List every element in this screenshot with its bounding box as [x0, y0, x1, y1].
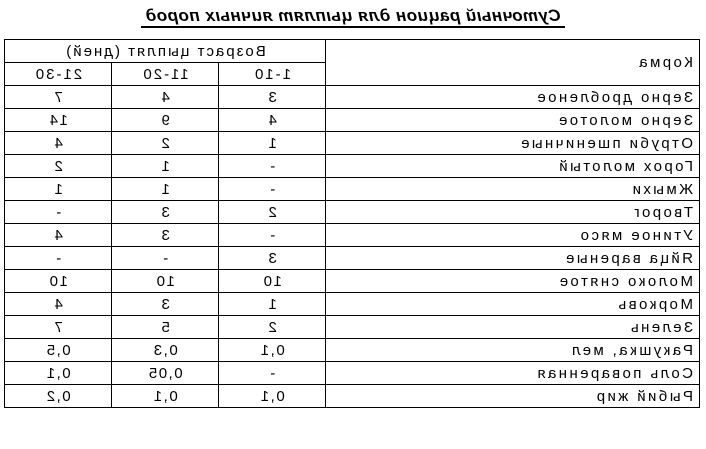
amount-cell-21-30: 4 — [4, 224, 111, 247]
table-row — [4, 178, 699, 201]
feed-column-header: Корма — [326, 40, 700, 86]
age-group-11-20: 11-20 — [112, 63, 219, 86]
table-row — [4, 109, 699, 132]
feed-name-cell: Морковь — [326, 293, 700, 316]
amount-cell-21-30: 4 — [4, 293, 111, 316]
amount-cell-11-20: 0,1 — [112, 385, 219, 408]
amount-cell-11-20: 1 — [112, 155, 219, 178]
amount-cell-21-30: 10 — [4, 270, 111, 293]
table-row — [4, 155, 699, 178]
amount-cell-21-30: 0,5 — [4, 339, 111, 362]
feed-name-cell: Творог — [326, 201, 700, 224]
feed-name-cell: Зерно дробленое — [326, 86, 700, 109]
amount-cell-1-10: 3 — [219, 86, 326, 109]
amount-cell-21-30: 7 — [4, 316, 111, 339]
amount-cell-11-20: 0,05 — [112, 362, 219, 385]
amount-cell-11-20: 10 — [112, 270, 219, 293]
amount-cell-1-10: - — [219, 155, 326, 178]
amount-cell-1-10: 1 — [219, 293, 326, 316]
amount-cell-1-10: 3 — [219, 247, 326, 270]
amount-cell-1-10: 1 — [219, 132, 326, 155]
table-row — [4, 339, 699, 362]
amount-cell-11-20: 2 — [112, 132, 219, 155]
feed-name-cell: Рыбий жир — [326, 385, 700, 408]
age-group-1-10: 1-10 — [219, 63, 326, 86]
amount-cell-21-30: 2 — [4, 155, 111, 178]
table-row — [4, 385, 699, 408]
amount-cell-21-30: 1 — [4, 178, 111, 201]
table-row — [4, 86, 699, 109]
table-row — [4, 132, 699, 155]
table-row — [4, 362, 699, 385]
feed-name-cell: Зерно молотое — [326, 109, 700, 132]
amount-cell-21-30: 0,2 — [4, 385, 111, 408]
amount-cell-11-20: 3 — [112, 201, 219, 224]
amount-cell-1-10: 2 — [219, 201, 326, 224]
amount-cell-1-10: 4 — [219, 109, 326, 132]
age-group-header: Возраст цыплят (дней) — [4, 40, 325, 63]
amount-cell-21-30: - — [4, 201, 111, 224]
age-group-21-30: 21-30 — [4, 63, 111, 86]
amount-cell-11-20: 5 — [112, 316, 219, 339]
table-row — [4, 316, 699, 339]
ration-table — [4, 39, 700, 408]
amount-cell-1-10: - — [219, 224, 326, 247]
amount-cell-11-20: - — [112, 247, 219, 270]
amount-cell-11-20: 4 — [112, 86, 219, 109]
feed-name-cell: Молоко снятое — [326, 270, 700, 293]
amount-cell-1-10: - — [219, 362, 326, 385]
amount-cell-21-30: 14 — [4, 109, 111, 132]
feed-name-cell: Жмыхи — [326, 178, 700, 201]
amount-cell-11-20: 3 — [112, 224, 219, 247]
feed-name-cell: Яйца вареные — [326, 247, 700, 270]
amount-cell-21-30: 0,1 — [4, 362, 111, 385]
amount-cell-11-20: 3 — [112, 293, 219, 316]
feed-name-cell: Зелень — [326, 316, 700, 339]
feed-name-cell: Отруби пшеничные — [326, 132, 700, 155]
table-row — [4, 270, 699, 293]
table-row — [4, 201, 699, 224]
feed-name-cell: Соль поваренная — [326, 362, 700, 385]
amount-cell-21-30: - — [4, 247, 111, 270]
table-row — [4, 247, 699, 270]
amount-cell-1-10: 0,1 — [219, 385, 326, 408]
header-row — [4, 40, 699, 63]
amount-cell-1-10: 0,1 — [219, 339, 326, 362]
amount-cell-1-10: - — [219, 178, 326, 201]
title-text: Суточный рацион для цыплят яичных пород — [141, 6, 565, 28]
amount-cell-11-20: 1 — [112, 178, 219, 201]
document-title — [0, 2, 706, 32]
table-body — [4, 86, 699, 408]
feed-name-cell: Горох молотый — [326, 155, 700, 178]
amount-cell-11-20: 9 — [112, 109, 219, 132]
feed-name-cell: Ракушка, мел — [326, 339, 700, 362]
table-row — [4, 224, 699, 247]
amount-cell-21-30: 4 — [4, 132, 111, 155]
amount-cell-1-10: 10 — [219, 270, 326, 293]
amount-cell-21-30: 7 — [4, 86, 111, 109]
feed-name-cell: Утиное мясо — [326, 224, 700, 247]
amount-cell-1-10: 2 — [219, 316, 326, 339]
table-row — [4, 293, 699, 316]
amount-cell-11-20: 0,3 — [112, 339, 219, 362]
